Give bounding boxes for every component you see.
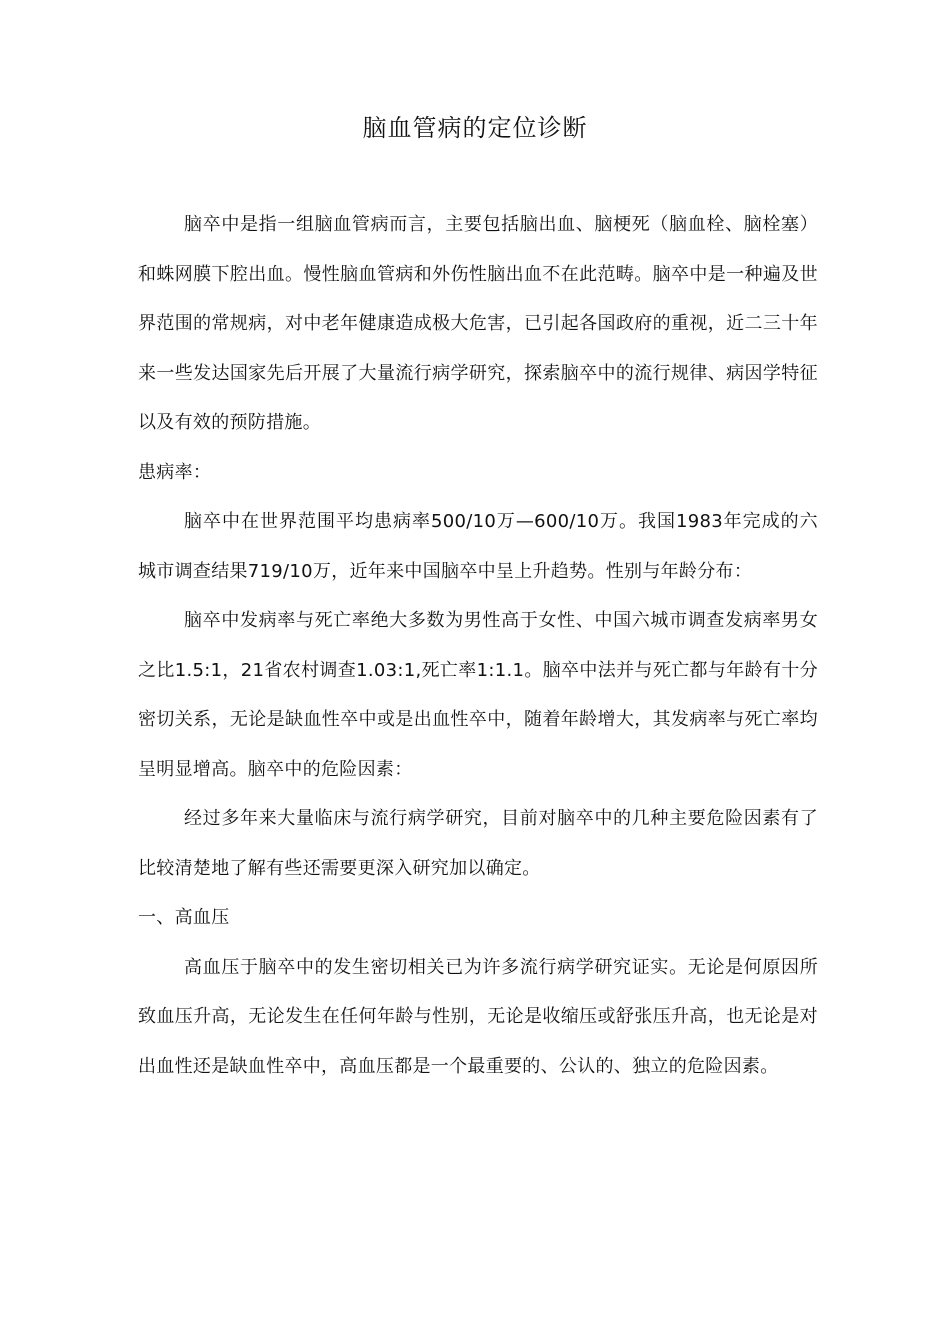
paragraph-intro: 脑卒中是指一组脑血管病而言，主要包括脑出血、脑梗死（脑血栓、脑栓塞）和蛛网膜下腔出血。慢性脑血管病和外伤性脑出血不在此范畴。脑卒中是一种遍及世界范围的常规病，对中老年健康造成极大危害，已引起各国政府的重视，近二三十年来一些发达国家先后开展了大量流行病学研究，探索脑卒中的流行规律、病因学特征以及有效的预防措施。 [138, 214, 818, 433]
heading-prevalence: 患病率： [138, 461, 212, 483]
paragraph-risk-factors: 经过多年来大量临床与流行病学研究，目前对脑卒中的几种主要危险因素有了比较清楚地了解有些还需要更深入研究加以确定。 [138, 808, 818, 879]
document-title: 脑血管病的定位诊断 [362, 114, 588, 142]
paragraph-gender-age: 脑卒中发病率与死亡率绝大多数为男性高于女性、中国六城市调查发病率男女之比1.5:1，21省农村调查1.03:1,死亡率1:1.1。脑卒中法并与死亡都与年龄有十分密切关系，无论是缺血性卒中或是出血性卒中，随着年龄增大，其发病率与死亡率均呈明显增高。脑卒中的危险因素： [138, 610, 818, 780]
paragraph-hypertension: 高血压于脑卒中的发生密切相关已为许多流行病学研究证实。无论是何原因所致血压升高，无论发生在任何年龄与性别，无论是收缩压或舒张压升高，也无论是对出血性还是缺血性卒中，高血压都是一个最重要的、公认的、独立的危险因素。 [138, 956, 818, 1077]
paragraph-prevalence: 脑卒中在世界范围平均患病率500/10万—600/10万。我国1983年完成的六城市调查结果719/10万，近年来中国脑卒中呈上升趋势。性别与年龄分布： [138, 511, 818, 582]
document-body [138, 200, 818, 1091]
heading-hypertension: 一、高血压 [138, 907, 230, 928]
